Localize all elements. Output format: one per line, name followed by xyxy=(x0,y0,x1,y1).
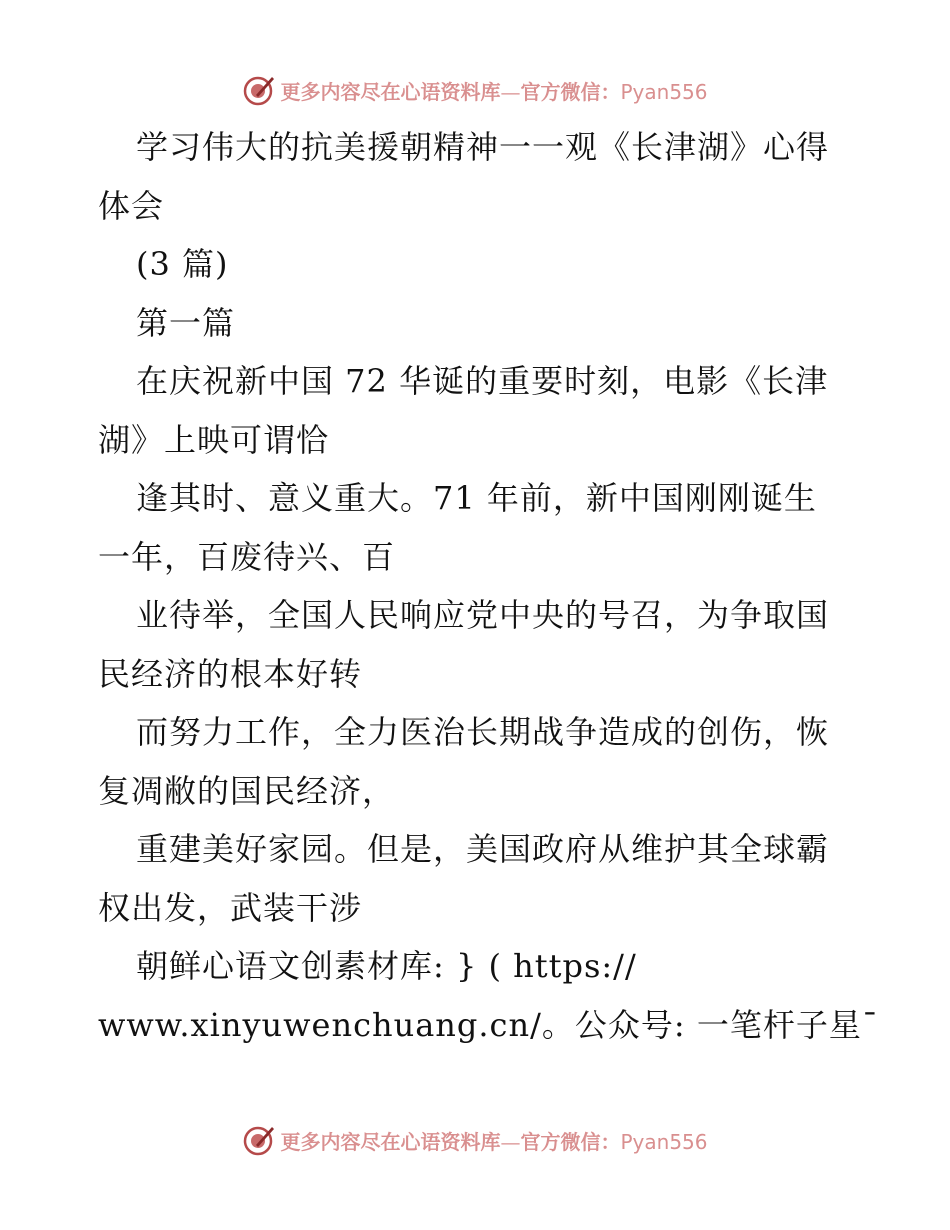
paragraph-line: 权出发，武装干涉 xyxy=(98,888,363,927)
title-line-2: 体会 xyxy=(98,186,165,225)
paragraph-line: 重建美好家园。但是，美国政府从维护其全球霸 xyxy=(136,830,830,868)
paragraph-line: 湖》上映可谓恰 xyxy=(98,420,330,459)
watermark-text: 更多内容尽在心语资料库—官方微信：Pyan556 xyxy=(280,79,708,104)
paragraph-line: 业待举，全国人民响应党中央的号召，为争取国 xyxy=(136,596,830,634)
paragraph-line: 逢其时、意义重大。71 年前，新中国刚刚诞生 xyxy=(136,479,817,517)
paragraph-line: 一年，百废待兴、百 xyxy=(98,537,396,576)
section-heading: 第一篇 xyxy=(136,303,236,342)
paragraph-line: 而努力工作，全力医治长期战争造成的创伤，恢 xyxy=(136,713,830,751)
footer-watermark-banner xyxy=(0,1120,950,1160)
document-body xyxy=(98,118,879,1054)
paragraph-line: 朝鲜心语文创素材库: } ( https:// xyxy=(136,947,637,985)
title-line-1: 学习伟大的抗美援朝精神一一观《长津湖》心得 xyxy=(136,128,830,166)
paragraph-line: 在庆祝新中国 72 华诞的重要时刻，电影《长津 xyxy=(136,362,829,400)
quill-logo-icon xyxy=(242,1123,276,1157)
article-count: (3 篇) xyxy=(136,245,229,283)
quill-logo-icon xyxy=(242,73,276,107)
paragraph-line: 复凋敝的国民经济， xyxy=(98,771,396,810)
header-watermark-banner xyxy=(0,70,950,110)
paragraph-line: www.xinyuwenchuang.cn/。公众号: 一笔杆子星¯ xyxy=(98,1005,879,1044)
watermark-text: 更多内容尽在心语资料库—官方微信：Pyan556 xyxy=(280,1129,708,1154)
paragraph-line: 民经济的根本好转 xyxy=(98,654,363,693)
